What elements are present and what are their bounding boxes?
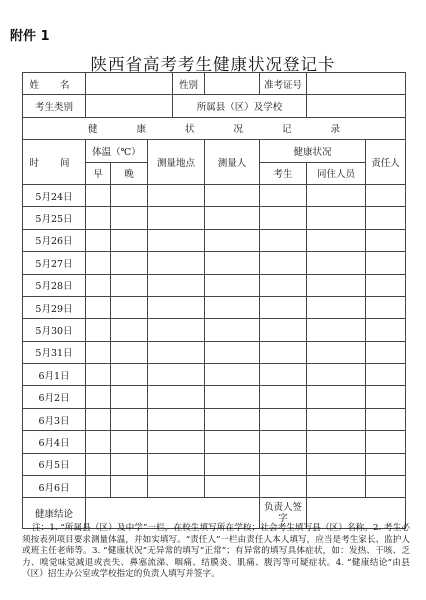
evening-temp-cell[interactable] [111,453,148,475]
attachment-label: 附件 1 [10,29,50,44]
measurer-header: 测量人 [205,140,260,185]
date-row [23,184,406,206]
measurer-cell[interactable] [205,386,260,408]
responsible-cell[interactable] [366,319,406,341]
location-cell[interactable] [148,296,205,318]
conclusion-label: 健康结论 [23,498,86,529]
cohabitant-status-cell[interactable] [307,296,366,318]
category-label: 考生类别 [23,95,86,117]
date-row [23,364,406,386]
measurer-cell[interactable] [205,476,260,498]
evening-temp-cell[interactable] [111,408,148,430]
responsible-cell[interactable] [366,341,406,363]
cohabitant-status-cell[interactable] [307,252,366,274]
cohabitant-status-cell[interactable] [307,341,366,363]
location-cell[interactable] [148,229,205,251]
name-field[interactable] [86,73,173,95]
measurer-cell[interactable] [205,229,260,251]
responsible-cell[interactable] [366,476,406,498]
cohabitant-status-cell[interactable] [307,408,366,430]
responsible-cell[interactable] [366,296,406,318]
date-row [23,252,406,274]
row-basic-info [23,73,406,95]
examinee-status-cell[interactable] [260,364,307,386]
cohabitant-status-cell[interactable] [307,319,366,341]
location-header: 测量地点 [148,140,205,185]
date-row [23,207,406,229]
examinee-status-cell[interactable] [260,476,307,498]
exam-id-label: 准考证号 [260,73,307,95]
responsible-cell[interactable] [366,274,406,296]
evening-temp-cell[interactable] [111,476,148,498]
examinee-status-cell[interactable] [260,386,307,408]
county-school-field[interactable] [307,95,406,117]
measurer-cell[interactable] [205,453,260,475]
evening-temp-cell[interactable] [111,184,148,206]
examinee-status-cell[interactable] [260,341,307,363]
date-label: 6月6日 [23,476,86,498]
location-cell[interactable] [148,453,205,475]
morning-temp-cell[interactable] [86,207,111,229]
cohabitant-status-cell[interactable] [307,476,366,498]
morning-temp-cell[interactable] [86,431,111,453]
time-header: 时 间 [23,140,86,185]
date-label: 5月30日 [23,319,86,341]
evening-temp-cell[interactable] [111,431,148,453]
signer-label: 负责人签字 [260,498,307,529]
morning-temp-cell[interactable] [86,386,111,408]
morning-temp-cell[interactable] [86,408,111,430]
date-row [23,408,406,430]
date-label: 6月5日 [23,453,86,475]
row-section-header [23,117,406,139]
responsible-cell[interactable] [366,252,406,274]
location-cell[interactable] [148,341,205,363]
morning-temp-cell[interactable] [86,319,111,341]
examinee-status-cell[interactable] [260,229,307,251]
location-cell[interactable] [148,319,205,341]
cohabitant-status-cell[interactable] [307,184,366,206]
responsible-header: 责任人 [366,140,406,185]
date-label: 6月3日 [23,408,86,430]
examinee-header: 考生 [260,162,307,184]
responsible-cell[interactable] [366,364,406,386]
examinee-status-cell[interactable] [260,274,307,296]
date-row [23,453,406,475]
row-column-headers-1 [23,140,406,162]
cohabitant-status-cell[interactable] [307,453,366,475]
responsible-cell[interactable] [366,229,406,251]
measurer-cell[interactable] [205,408,260,430]
name-label: 姓 名 [23,73,86,95]
measurer-cell[interactable] [205,341,260,363]
evening-temp-cell[interactable] [111,252,148,274]
morning-temp-cell[interactable] [86,341,111,363]
date-label: 5月28日 [23,274,86,296]
measurer-cell[interactable] [205,274,260,296]
evening-temp-cell[interactable] [111,364,148,386]
location-cell[interactable] [148,184,205,206]
examinee-status-cell[interactable] [260,319,307,341]
health-status-header: 健康状况 [260,140,366,162]
morning-temp-cell[interactable] [86,476,111,498]
morning-temp-cell[interactable] [86,453,111,475]
measurer-cell[interactable] [205,431,260,453]
measurer-cell[interactable] [205,207,260,229]
date-row [23,296,406,318]
date-row [23,319,406,341]
responsible-cell[interactable] [366,207,406,229]
gender-label: 性别 [173,73,205,95]
row-category [23,95,406,117]
date-row [23,341,406,363]
responsible-cell[interactable] [366,453,406,475]
responsible-cell[interactable] [366,431,406,453]
examinee-status-cell[interactable] [260,431,307,453]
evening-temp-cell[interactable] [111,296,148,318]
evening-temp-cell[interactable] [111,274,148,296]
evening-temp-cell[interactable] [111,229,148,251]
examinee-status-cell[interactable] [260,408,307,430]
examinee-status-cell[interactable] [260,184,307,206]
evening-header: 晚 [111,162,148,184]
morning-temp-cell[interactable] [86,229,111,251]
morning-temp-cell[interactable] [86,184,111,206]
cohabitant-status-cell[interactable] [307,364,366,386]
cohabitant-status-cell[interactable] [307,386,366,408]
evening-temp-cell[interactable] [111,341,148,363]
date-row [23,229,406,251]
date-row [23,386,406,408]
cohabitant-status-cell[interactable] [307,274,366,296]
date-row [23,274,406,296]
evening-temp-cell[interactable] [111,319,148,341]
date-label: 6月2日 [23,386,86,408]
measurer-cell[interactable] [205,364,260,386]
measurer-cell[interactable] [205,252,260,274]
health-section-label: 健 康 状 况 记 录 [23,117,406,139]
responsible-cell[interactable] [366,184,406,206]
examinee-status-cell[interactable] [260,207,307,229]
examinee-status-cell[interactable] [260,252,307,274]
date-row [23,431,406,453]
date-label: 5月31日 [23,341,86,363]
date-label: 5月25日 [23,207,86,229]
gender-field[interactable] [205,73,260,95]
date-label: 6月1日 [23,364,86,386]
location-cell[interactable] [148,364,205,386]
exam-id-field[interactable] [307,73,406,95]
date-label: 6月4日 [23,431,86,453]
date-row [23,476,406,498]
temperature-header: 体温（℃） [86,140,148,162]
morning-temp-cell[interactable] [86,296,111,318]
evening-temp-cell[interactable] [111,207,148,229]
location-cell[interactable] [148,476,205,498]
morning-temp-cell[interactable] [86,274,111,296]
category-field[interactable] [86,95,173,117]
morning-temp-cell[interactable] [86,364,111,386]
date-label: 5月26日 [23,229,86,251]
health-registration-table [22,72,406,529]
location-cell[interactable] [148,386,205,408]
cohabitant-status-cell[interactable] [307,207,366,229]
date-label: 5月27日 [23,252,86,274]
date-label: 5月24日 [23,184,86,206]
cohabitant-status-cell[interactable] [307,431,366,453]
examinee-status-cell[interactable] [260,296,307,318]
location-cell[interactable] [148,408,205,430]
location-cell[interactable] [148,274,205,296]
examinee-status-cell[interactable] [260,453,307,475]
measurer-cell[interactable] [205,184,260,206]
measurer-cell[interactable] [205,296,260,318]
notes-text: 注：1. “所属县（区）及中学”一栏，在校生填写所在学校；社会考生填写县（区）名称。2. 考生必须按表列项目要求测量体温，并如实填写。“责任人”一栏由责任人本人填写，应当是考生家长、监护人或班主任老师等。3. “健康状况”无异常的填写“正常”；有异常的填写具体症状，如：发热、干咳、乏力、嗅觉味觉减退或丧失、鼻塞流涕、咽痛、结膜炎、肌痛、腹泻等可疑症状。4. “健康结论”由县（区）招生办公室或学校指定的负责人填写并签字。 [22,523,410,580]
county-school-label: 所属县（区）及学校 [173,95,307,117]
location-cell[interactable] [148,431,205,453]
date-label: 5月29日 [23,296,86,318]
evening-temp-cell[interactable] [111,386,148,408]
form-title: 陕西省高考考生健康状况登记卡 [90,55,336,74]
cohabitant-header: 同住人员 [307,162,366,184]
measurer-cell[interactable] [205,319,260,341]
location-cell[interactable] [148,207,205,229]
responsible-cell[interactable] [366,386,406,408]
morning-header: 早 [86,162,111,184]
morning-temp-cell[interactable] [86,252,111,274]
cohabitant-status-cell[interactable] [307,229,366,251]
responsible-cell[interactable] [366,408,406,430]
location-cell[interactable] [148,252,205,274]
